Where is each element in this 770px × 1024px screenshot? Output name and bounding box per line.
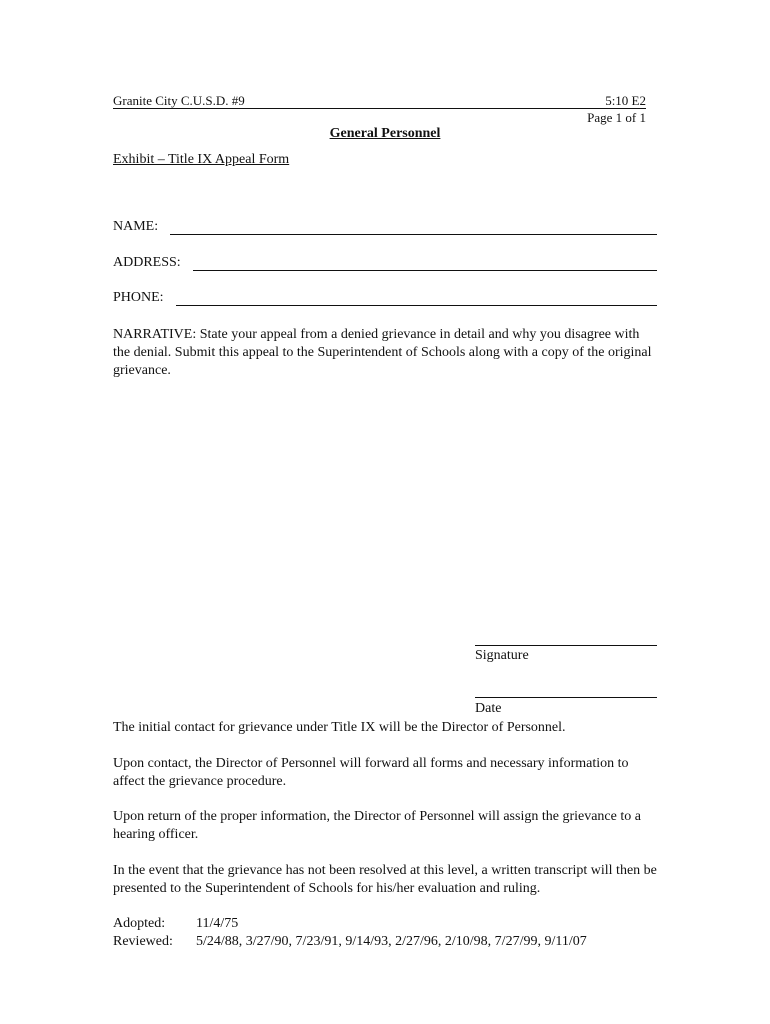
signature-label: Signature	[475, 648, 529, 663]
adopted-value: 11/4/75	[196, 916, 239, 931]
address-label: ADDRESS:	[113, 255, 181, 270]
name-field[interactable]	[170, 234, 657, 235]
paragraph-4: In the event that the grievance has not been resolved at this level, a written transcript will then be presented to the Superintendent of Schools for his/her evaluation and ruling.	[113, 863, 657, 896]
paragraph-3: Upon return of the proper information, the Director of Personnel will assign the grievance to a hearing officer.	[113, 809, 641, 842]
page-title-text: General Personnel	[329, 126, 441, 141]
date-label: Date	[475, 701, 502, 716]
phone-label: PHONE:	[113, 290, 164, 305]
address-field[interactable]	[193, 270, 657, 271]
name-label: NAME:	[113, 219, 159, 234]
district-name: Granite City C.U.S.D. #9	[113, 93, 245, 108]
paragraph-1: The initial contact for grievance under Title IX will be the Director of Personnel.	[113, 720, 566, 735]
phone-field[interactable]	[176, 305, 657, 306]
header-rule	[113, 108, 646, 109]
adopted-label: Adopted:	[113, 916, 166, 931]
reviewed-label: Reviewed:	[113, 934, 173, 949]
narrative-text: NARRATIVE: State your appeal from a denied grievance in detail and why you disagree with the denial. Submit this appeal to the Superintendent of Schools along with a copy of the original grievance.	[113, 327, 652, 378]
exhibit-title: Exhibit – Title IX Appeal Form	[113, 152, 290, 167]
paragraph-2: Upon contact, the Director of Personnel will forward all forms and necessary information to affect the grievance procedure.	[113, 756, 629, 789]
page-title	[0, 126, 770, 142]
page-number: Page 1 of 1	[587, 110, 646, 125]
policy-code: 5:10 E2	[605, 93, 646, 108]
signature-line[interactable]	[475, 645, 657, 646]
date-line[interactable]	[475, 697, 657, 698]
reviewed-value: 5/24/88, 3/27/90, 7/23/91, 9/14/93, 2/27/96, 2/10/98, 7/27/99, 9/11/07	[196, 934, 587, 949]
